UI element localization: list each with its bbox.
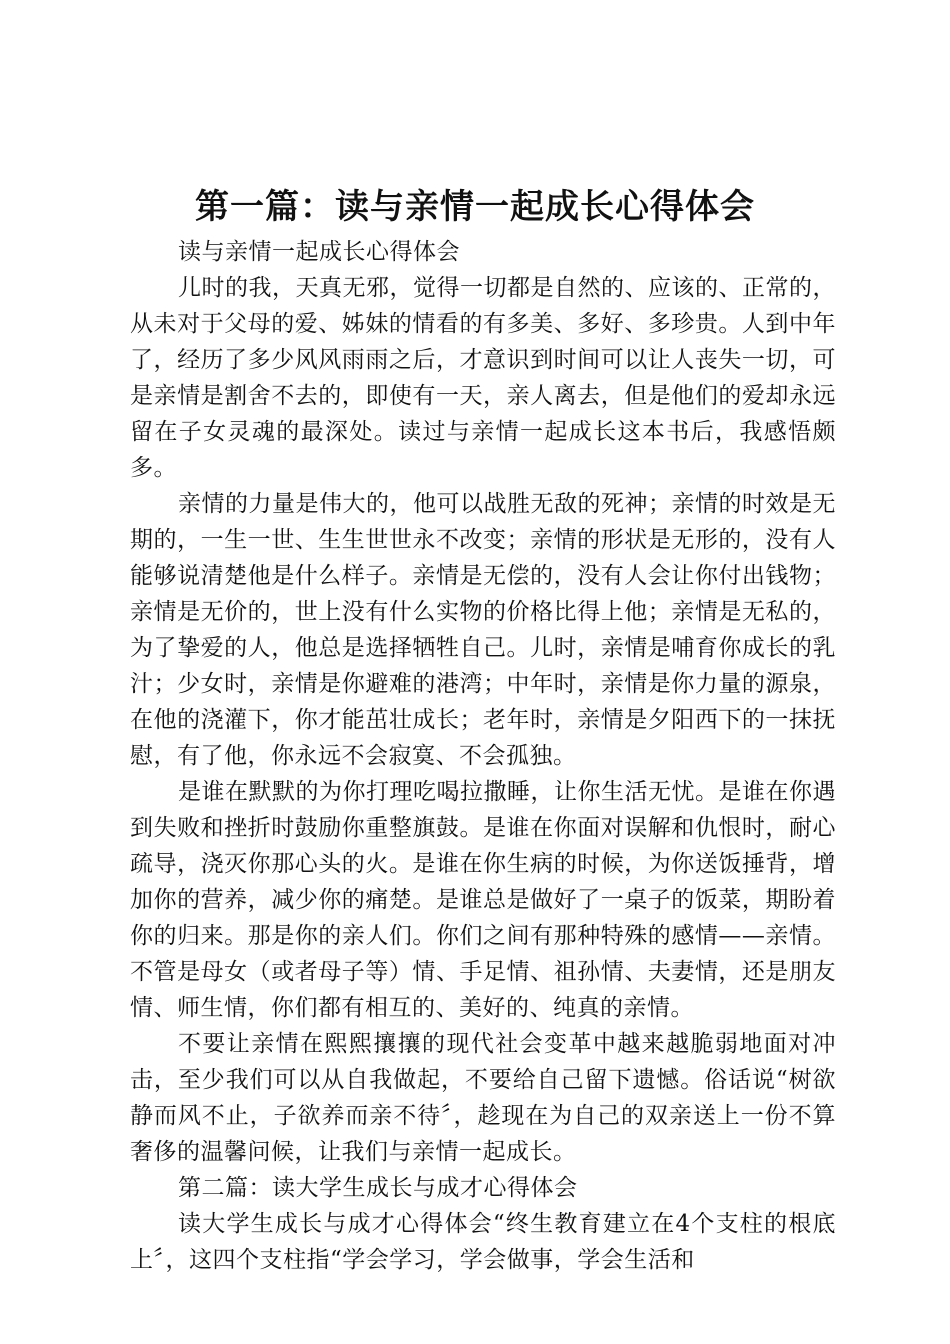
paragraph-4: 不要让亲情在熙熙攘攘的现代社会变革中越来越脆弱地面对冲击，至少我们可以从自我做起，不要给自己留下遗憾。俗话说“树欲静而风不止，子欲养而亲不待〞，趁现在为自己的双亲送上一份不算奢侈的温馨问候，让我们与亲情一起成长。: [130, 1031, 836, 1165]
document-body: [130, 234, 836, 1278]
paragraph-2: 亲情的力量是伟大的，他可以战胜无敌的死神；亲情的时效是无期的，一生一世、生生世世永不改变；亲情的形状是无形的，没有人能够说清楚他是什么样子。亲情是无偿的，没有人会让你付出钱物；亲情是无价的，世上没有什么实物的价格比得上他；亲情是无私的，为了挚爱的人，他总是选择牺牲自己。儿时，亲情是哺育你成长的乳汁；少女时，亲情是你避难的港湾；中年时，亲情是你力量的源泉，在他的浇灌下，你才能茁壮成长；老年时，亲情是夕阳西下的一抹抚慰，有了他，你永远不会寂寞、不会孤独。: [130, 491, 836, 769]
paragraph-3: 是谁在默默的为你打理吃喝拉撒睡，让你生活无忧。是谁在你遇到失败和挫折时鼓励你重整旗鼓。是谁在你面对误解和仇恨时，耐心疏导，浇灭你那心头的火。是谁在你生病的时候，为你送饭捶背，增加你的营养，减少你的痛楚。是谁总是做好了一桌子的饭菜，期盼着你的归来。那是你的亲人们。你们之间有那种特殊的感情——亲情。不管是母女（或者母子等）情、手足情、祖孙情、夫妻情，还是朋友情、师生情，你们都有相互的、美好的、纯真的亲情。: [130, 779, 836, 1021]
second-section-heading: 第二篇：读大学生成长与成才心得体会: [178, 1175, 578, 1201]
section-subtitle: 读与亲情一起成长心得体会: [178, 239, 460, 265]
paragraph-1: 儿时的我，天真无邪，觉得一切都是自然的、应该的、正常的，从未对于父母的爱、姊妹的情看的有多美、多好、多珍贵。人到中年了，经历了多少风风雨雨之后，才意识到时间可以让人丧失一切，可是亲情是割舍不去的，即使有一天，亲人离去，但是他们的爱却永远留在子女灵魂的最深处。读过与亲情一起成长这本书后，我感悟颇多。: [130, 275, 836, 481]
second-section-paragraph: 读大学生成长与成才心得体会“终生教育建立在4个支柱的根底上〞，这四个支柱指“学会学习，学会做事，学会生活和: [130, 1211, 836, 1273]
document-title: 第一篇：读与亲情一起成长心得体会: [195, 187, 755, 227]
